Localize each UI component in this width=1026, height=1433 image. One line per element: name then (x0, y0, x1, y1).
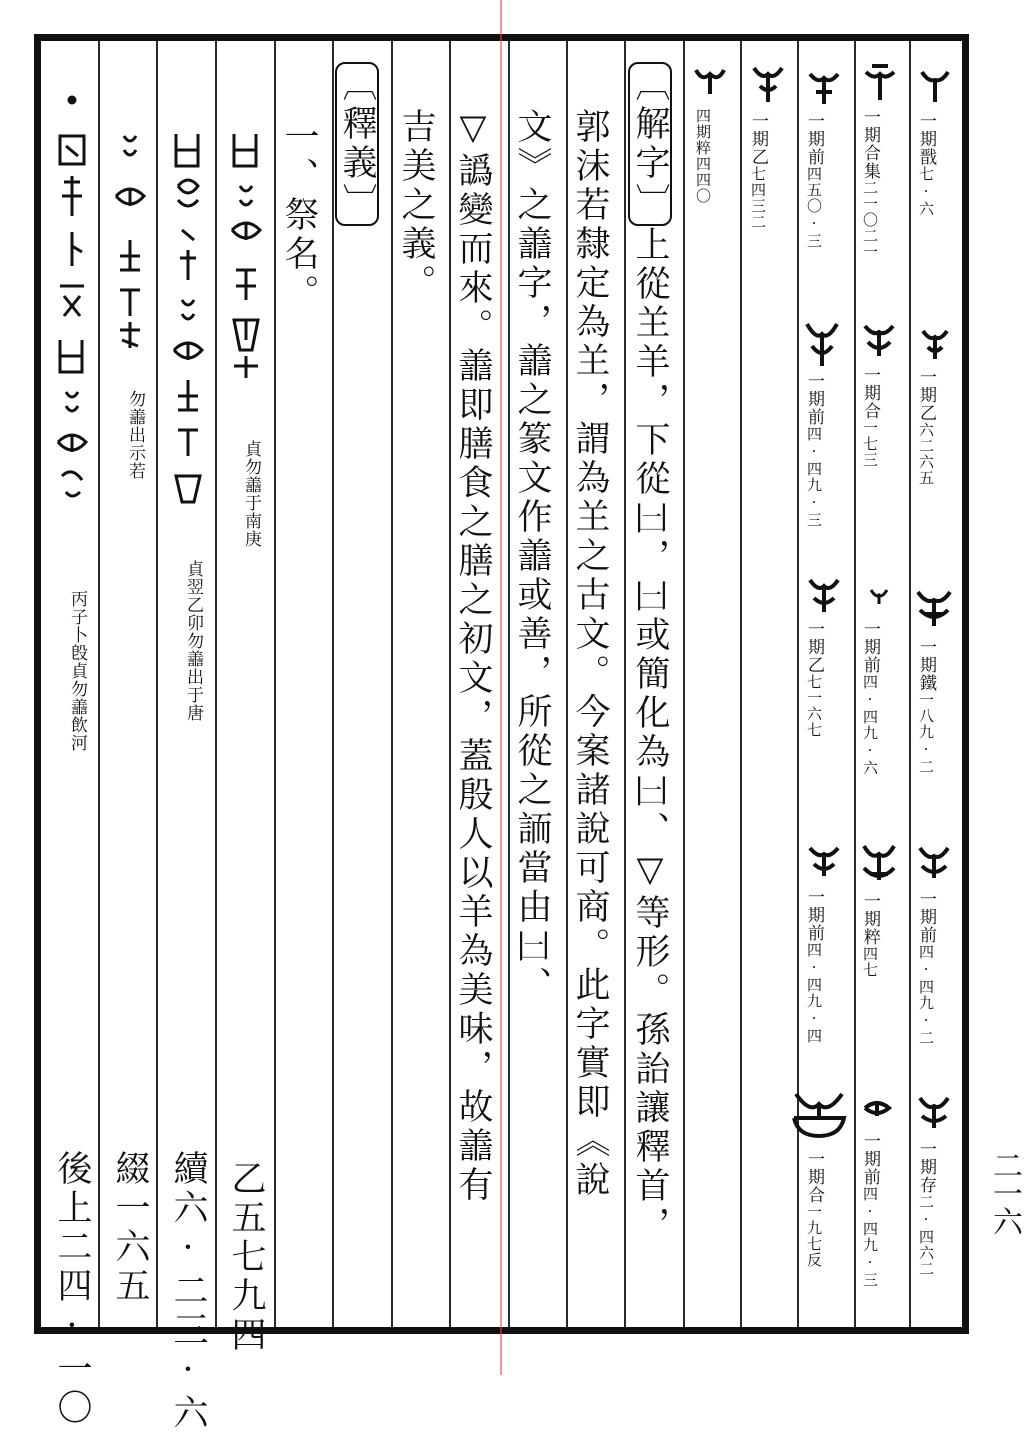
oracle-glyph-icon (806, 842, 842, 878)
oracle-glyph-icon (914, 1092, 954, 1130)
oracle-transcription: 貞翌乙卯勿譱出于唐 (183, 560, 203, 722)
oracle-transcription: 丙子卜𣪘貞勿譱飲河 (67, 590, 87, 752)
oracle-inscription-icon (110, 130, 150, 350)
column-rule (391, 41, 393, 1327)
page-number: 二一六 (987, 1150, 1022, 1234)
oracle-glyph-icon (750, 62, 786, 104)
jiezi-column-5: 吉美之義。 (396, 108, 436, 303)
form-caption: 一期合集二一〇二一 (860, 108, 880, 260)
oracle-glyph-icon (858, 840, 900, 886)
oracle-glyph-icon (806, 574, 842, 614)
oracle-glyph-icon (918, 325, 952, 361)
form-caption: 一期鐵一八九·二 (916, 638, 936, 775)
oracle-glyph-icon (914, 842, 954, 882)
oracle-source-ref: 續六·二三·六 (168, 1150, 208, 1433)
oracle-glyph-icon (918, 66, 952, 106)
column-rule (508, 41, 510, 1327)
form-caption: 一期前四·四九·六 (860, 620, 880, 776)
jiezi-column-1: 〔解字〕上從𦍌羊，下從𠙵，𠙵或簡化為𠙵、▽等形。孫詒讓釋首， (630, 62, 670, 1245)
column-rule (98, 41, 100, 1327)
form-caption: 一期合一九七反 (804, 1150, 824, 1268)
oracle-source-ref: 綴一六五 (110, 1150, 150, 1306)
column-rule (449, 41, 451, 1327)
jiezi-column-2: 郭沫若隸定為𦍌，謂為𦍌之古文。今案諸說可商。此字實即《說 (570, 108, 610, 1200)
form-caption: 一期合一七三 (860, 366, 880, 468)
oracle-inscription-icon (226, 130, 266, 380)
oracle-glyph-icon (790, 1088, 848, 1140)
column-rule (332, 41, 334, 1327)
column-rule (854, 41, 856, 1327)
oracle-source-ref: 後上二四·一〇 (52, 1150, 92, 1428)
shiyi-label: 〔釋義〕 (337, 62, 377, 226)
oracle-inscription-icon (52, 96, 92, 516)
oracle-glyph-icon (862, 62, 898, 102)
column-rule (683, 41, 685, 1327)
form-caption: 一期前四·四九·三 (860, 1132, 880, 1288)
form-caption: 一期乙七四三二 (748, 112, 768, 230)
oracle-glyph-icon (692, 62, 728, 98)
oracle-transcription: 貞勿譱于南庚 (241, 440, 261, 548)
oracle-glyph-icon (802, 318, 842, 368)
form-caption: 一期乙七一六七 (804, 620, 824, 738)
form-caption: 一期粹四七 (860, 892, 880, 978)
oracle-transcription: 勿譱出示若 (125, 390, 145, 480)
form-caption: 一期前四·四九·三 (804, 372, 824, 528)
oracle-glyph-icon (860, 318, 898, 358)
shiyi-item-1: 一、祭名。 (279, 118, 319, 313)
form-caption: 一期前四五〇·三 (804, 112, 824, 249)
oracle-glyph-icon (862, 1098, 892, 1120)
column-rule (566, 41, 568, 1327)
column-rule (909, 41, 911, 1327)
form-caption: 一期存二·四六二 (916, 1140, 936, 1277)
form-caption: 四期粹四四〇 (694, 108, 712, 204)
column-rule (274, 41, 276, 1327)
jiezi-label: 〔解字〕 (628, 62, 672, 226)
jiezi-column-3: 文》之譱字，譱之篆文作譱或善，所從之䛔當由𠙵、 (512, 108, 552, 1005)
oracle-inscription-icon (168, 130, 208, 510)
column-rule (156, 41, 158, 1327)
column-rule (740, 41, 742, 1327)
oracle-glyph-icon (806, 66, 842, 106)
form-caption: 一期戬七·六 (916, 112, 936, 217)
form-caption: 一期乙六二六五 (916, 368, 936, 486)
scan-fold-line (500, 0, 502, 1375)
oracle-glyph-icon (868, 586, 890, 606)
oracle-source-ref: 乙五七九四 (226, 1160, 266, 1355)
form-caption: 一期前四·四九·四 (804, 888, 824, 1044)
jiezi-column-4: ▽譌變而來。譱即膳食之膳之初文，蓋殷人以羊為美味，故譱有 (453, 108, 493, 1205)
oracle-glyph-icon (912, 584, 956, 628)
form-caption: 一期前四·四九·二 (916, 890, 936, 1046)
column-rule (624, 41, 626, 1327)
column-rule (215, 41, 217, 1327)
